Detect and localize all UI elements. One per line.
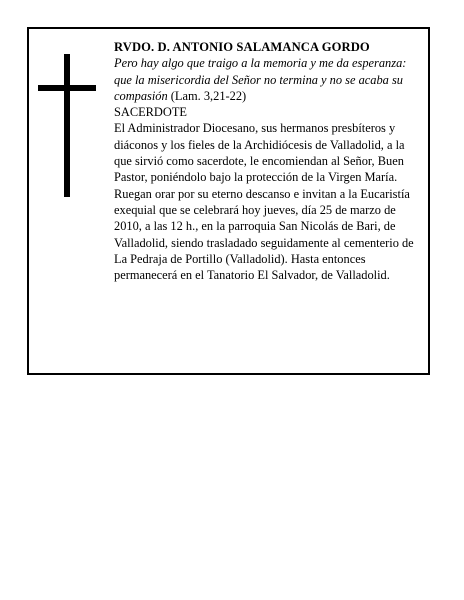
scripture-quote-text: Pero hay algo que traigo a la memoria y me da esperanza: que la misericordia del Señor no termina y no se acaba su compasión xyxy=(114,56,407,103)
funeral-details-paragraph: Ruegan orar por su eterno descanso e invitan a la Eucaristía exequial que se celebrará hoy jueves, día 25 de marzo de 2010, a las 12 h., en la parroquia San Nicolás de Bari, de Valladolid, siendo trasladado seguidamente al cementerio de La Pedraja de Portillo (Valladolid). Hasta entonces permanecerá en el Tanatorio El Salvador, de Valladolid. xyxy=(114,186,414,283)
scripture-quote xyxy=(114,55,420,104)
deceased-title: SACERDOTE xyxy=(114,105,187,120)
scripture-reference: (Lam. 3,21-22) xyxy=(167,88,247,103)
cross-horizontal-bar xyxy=(38,85,96,91)
announcement-paragraph: El Administrador Diocesano, sus hermanos presbíteros y diáconos y los fieles de la Archidiócesis de Valladolid, a la que sirvió como sacerdote, le encomiendan al Señor, Buen Pastor, poniéndolo bajo la protección de la Virgen María. xyxy=(114,121,405,185)
cross-vertical-bar xyxy=(64,54,70,197)
obituary-text-block xyxy=(114,39,420,283)
deceased-name: RVDO. D. ANTONIO SALAMANCA GORDO xyxy=(114,40,370,54)
